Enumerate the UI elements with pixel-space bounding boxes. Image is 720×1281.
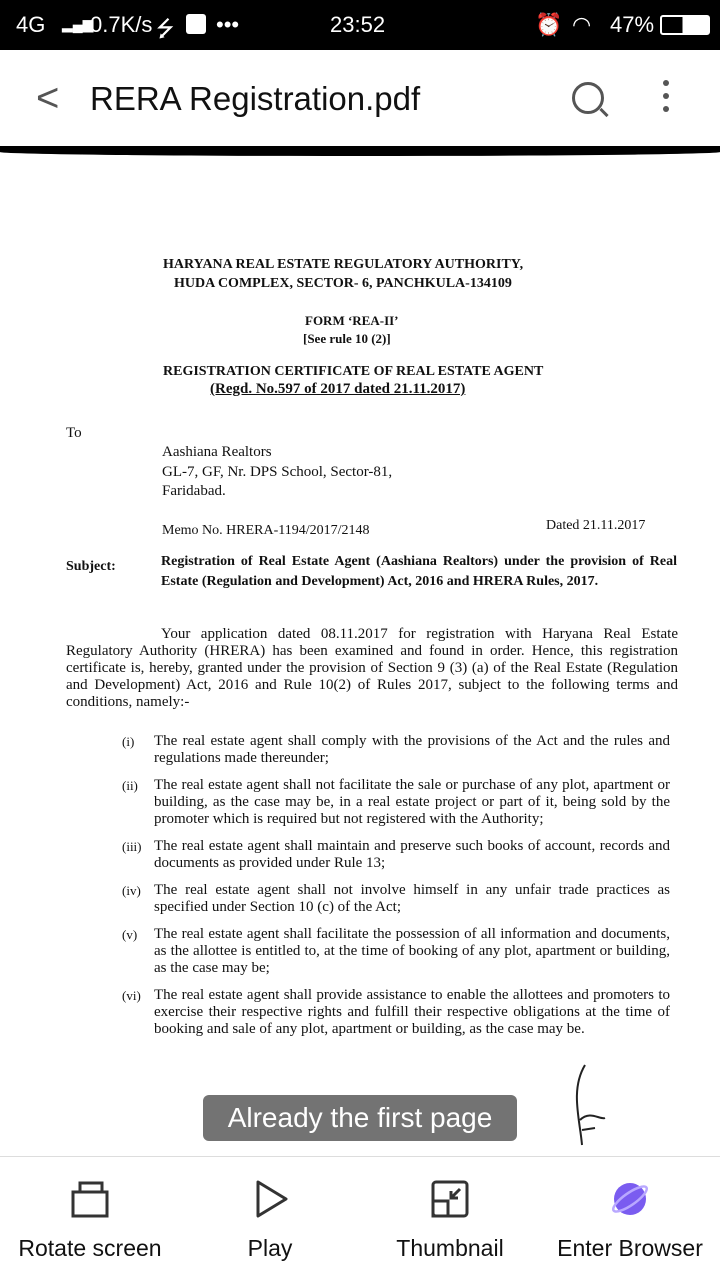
more-notifications-icon: ••• — [216, 12, 240, 37]
thumbnail-icon — [430, 1179, 470, 1219]
file-title: RERA Registration.pdf — [90, 80, 421, 117]
conditions-list — [122, 733, 670, 1048]
wifi-icon: ◠ — [572, 12, 592, 37]
signal-icon: ▂▄▆ — [62, 16, 94, 32]
authority-line-2: HUDA COMPLEX, SECTOR- 6, PANCHKULA-134109 — [174, 276, 512, 291]
play-label: Play — [247, 1235, 293, 1261]
usb-settings-icon — [186, 14, 206, 34]
memo-date: Dated 21.11.2017 — [546, 518, 646, 533]
subject-text: Registration of Real Estate Agent (Aashiana Realtors) under the provision of Real Estate (Regulation and Development) Act, 2016 and HRERA Rules, 2017. — [161, 554, 677, 589]
form-name: FORM ‘REA-II’ — [305, 313, 399, 328]
condition-item: (vi) The real estate agent shall provide assistance to enable the allottees and promoters to exercise their respective rights and fulfill their respective obligations at the time of booking and sale of any plot, apartment or building, as the case may be. — [122, 987, 670, 1037]
play-icon — [250, 1179, 290, 1219]
form-rule: [See rule 10 (2)] — [303, 331, 391, 346]
condition-item: (i) The real estate agent shall comply with the provisions of the Act and the rules and regulations made thereunder; — [122, 733, 670, 766]
subject-label: Subject: — [66, 559, 116, 574]
condition-item: (v) The real estate agent shall facilitate the possession of all information and documents, as the allottee is entitled to, at the time of booking of any plot, apartment or building, as the case may be; — [122, 926, 670, 976]
network-speed: 0.7K/s — [90, 12, 153, 37]
rotate-screen-label: Rotate screen — [18, 1235, 162, 1261]
address-line-3: Faridabad. — [162, 483, 226, 499]
back-icon[interactable]: < — [36, 76, 60, 120]
certificate-title: REGISTRATION CERTIFICATE OF REAL ESTATE AGENT — [163, 364, 544, 379]
toast-message: Already the first page — [203, 1095, 517, 1141]
clock: 23:52 — [330, 12, 386, 37]
pdf-page[interactable] — [0, 156, 720, 1156]
memo-number: Memo No. HRERA-1194/2017/2148 — [162, 523, 370, 538]
play-button[interactable] — [210, 1157, 330, 1281]
enter-browser-label: Enter Browser — [557, 1235, 703, 1261]
more-options-icon[interactable] — [663, 80, 669, 119]
browser-planet-icon — [610, 1179, 650, 1219]
rotate-screen-button[interactable] — [0, 1157, 180, 1281]
network-type: 4G — [16, 12, 46, 37]
address-line-2: GL-7, GF, Nr. DPS School, Sector-81, — [162, 464, 393, 480]
address-line-1: Aashiana Realtors — [162, 444, 272, 460]
signature — [560, 1060, 610, 1150]
rotate-icon — [70, 1179, 110, 1219]
body-paragraph: Your application dated 08.11.2017 for registration with Haryana Real Estate Regulatory Authority (HRERA) has been examined and found in order. Hence, this registration certificate is, hereby, granted under the provision of Section 9 (3) (a) of the Real Estate (Regulation and Development) Act, 2016 and Rule 10(2) of Rules 2017, subject to the following terms and conditions, namely:- — [66, 626, 678, 710]
alarm-icon: ⏰ — [535, 12, 563, 37]
registration-number: (Regd. No.597 of 2017 dated 21.11.2017) — [210, 381, 466, 397]
authority-line-1: HARYANA REAL ESTATE REGULATORY AUTHORITY, — [163, 257, 524, 272]
status-bar — [0, 0, 720, 50]
condition-item: (iv) The real estate agent shall not involve himself in any unfair trade practices as specified under Section 10 (c) of the Act; — [122, 882, 670, 915]
search-icon[interactable] — [572, 82, 604, 114]
enter-browser-button[interactable] — [545, 1157, 715, 1281]
page-edge — [0, 146, 720, 156]
app-header — [0, 50, 720, 148]
to-label: To — [66, 425, 82, 441]
condition-item: (ii) The real estate agent shall not facilitate the sale or purchase of any plot, apartment or building, as the case may be, in a real estate project or part of it, being sold by the promoter which is required but not registered with the Authority; — [122, 777, 670, 827]
battery-icon — [660, 15, 710, 35]
condition-item: (iii) The real estate agent shall maintain and preserve such books of account, records and documents as provided under Rule 13; — [122, 838, 670, 871]
thumbnail-button[interactable] — [380, 1157, 520, 1281]
battery-percent: 47% — [610, 12, 655, 37]
usb-icon: ⭍ — [156, 16, 175, 41]
bottom-toolbar — [0, 1156, 720, 1280]
thumbnail-label: Thumbnail — [396, 1235, 504, 1261]
